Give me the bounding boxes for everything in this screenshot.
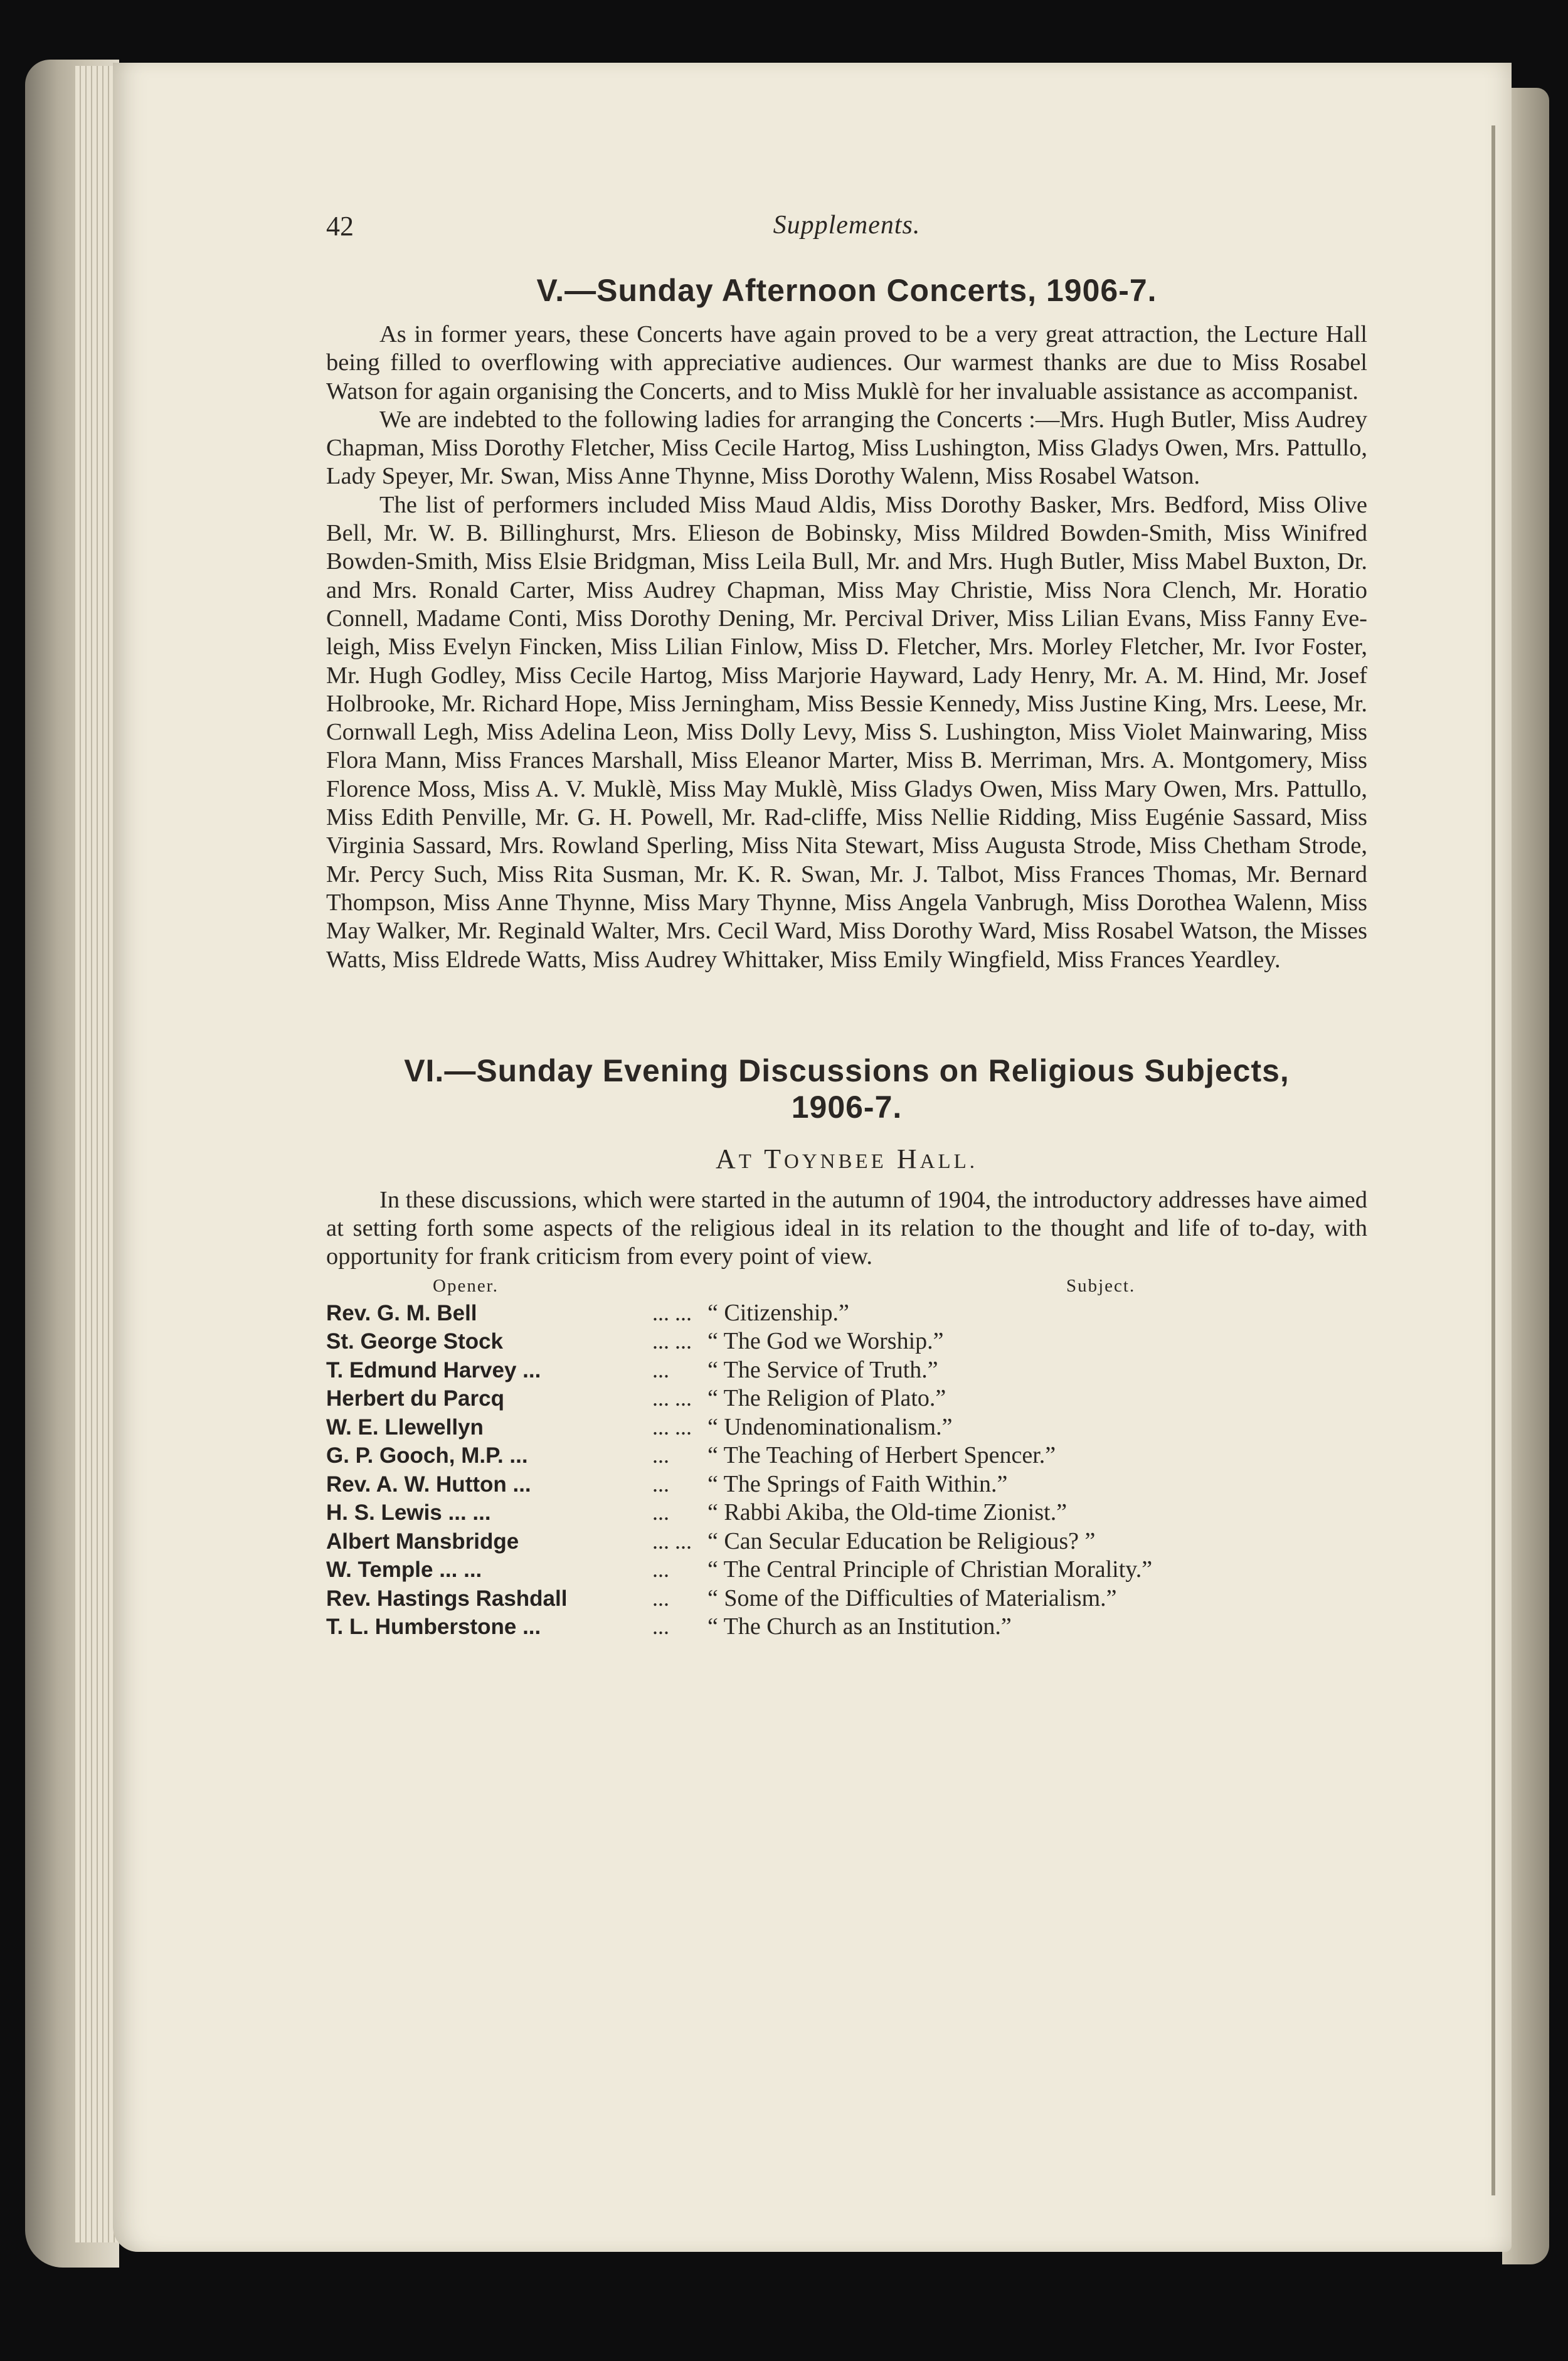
discussion-list [326, 1299, 1367, 1642]
section-heading-line1: VI.—Sunday Evening Discussions on Religious Subjects, [404, 1053, 1290, 1088]
list-item [326, 1470, 1367, 1499]
page-header [326, 210, 1367, 260]
leader-dots: ... [652, 1614, 669, 1640]
opener-name: G. P. Gooch, M.P. ... [326, 1443, 528, 1468]
subject-title: “ Rabbi Akiba, the Old-time Zionist.” [707, 1499, 1067, 1526]
venue-initial-2: T [764, 1143, 785, 1174]
opener-name: W. Temple ... ... [326, 1557, 482, 1583]
subject-title: “ The God we Worship.” [707, 1328, 944, 1355]
subject-title: “ Can Secular Education be Religious? ” [707, 1527, 1096, 1554]
leader-dots: ... [652, 1471, 669, 1497]
page-text-block [326, 210, 1367, 1642]
opener-name: Rev. G. M. Bell [326, 1300, 477, 1325]
list-item [326, 1384, 1367, 1413]
subject-title: “ Citizenship.” [707, 1299, 849, 1326]
paragraph-organisers: We are indebted to the following ladies for arranging the Concerts :—Mrs. Hugh Butler, Miss Audrey Chapman, Miss Dorothy Fletcher, Miss Cecile Hartog, Miss Lushington, Miss Gladys Owen, Mrs. Pattullo, Lady Speyer, Mr. Swan, Miss Anne Thynne, Miss Dorothy Walenn, Miss Rosabel Watson. [326, 406, 1367, 490]
subject-title: “ The Service of Truth.” [707, 1356, 938, 1383]
list-item [326, 1299, 1367, 1328]
opener-name: Rev. Hastings Rashdall [326, 1586, 568, 1611]
opener-name: W. E. Llewellyn [326, 1414, 484, 1440]
list-item [326, 1584, 1367, 1613]
section-heading-line2: 1906-7. [791, 1089, 903, 1125]
list-item [326, 1613, 1367, 1642]
column-header-subject: Subject. [1066, 1275, 1136, 1296]
opener-name: Albert Mansbridge [326, 1529, 519, 1554]
leader-dots: ... [652, 1357, 669, 1382]
column-header-opener: Opener. [433, 1275, 499, 1296]
section-body-concerts [326, 321, 1367, 974]
subject-title: “ The Religion of Plato.” [707, 1385, 946, 1412]
subject-title: “ The Teaching of Herbert Spencer.” [707, 1442, 1056, 1469]
page-fold-shadow [1491, 125, 1495, 2195]
venue-word-2: OYNBEE [784, 1150, 887, 1173]
list-item [326, 1327, 1367, 1356]
venue-initial-3: H [896, 1143, 920, 1174]
list-item [326, 1356, 1367, 1385]
running-head: Supplements. [773, 211, 921, 240]
leader-dots: ... [652, 1557, 669, 1583]
paragraph-intro: As in former years, these Concerts have again proved to be a very great attraction, the Lecture Hall being filled to overflowing with appreciative audiences. Our warmest thanks are due to Miss Rosabel Watson for again organising the Concerts, and to Miss Muklè for her invaluable assistance as accompanist. [326, 321, 1367, 405]
opener-name: St. George Stock [326, 1329, 504, 1354]
list-column-headers [326, 1273, 1367, 1299]
subject-title: “ Some of the Difficulties of Materialism.” [707, 1584, 1117, 1611]
subject-title: “ Undenominationalism.” [707, 1413, 953, 1440]
leader-dots: ... ... [652, 1528, 692, 1554]
venue-word-3: ALL. [919, 1150, 978, 1173]
leader-dots: ... [652, 1500, 669, 1525]
subject-title: “ The Springs of Faith Within.” [707, 1470, 1008, 1497]
leader-dots: ... [652, 1585, 669, 1611]
subject-title: “ The Central Principle of Christian Morality.” [707, 1556, 1153, 1583]
leader-dots: ... ... [652, 1386, 692, 1411]
paragraph-performers: The list of performers included Miss Maud Aldis, Miss Dorothy Basker, Mrs. Bedford, Miss Olive Bell, Mr. W. B. Billinghurst, Mrs. Elieson de Bobinsky, Miss Mildred Bowden-Smith, Miss Winifred Bowden-Smith, Miss Elsie Bridgman, Miss Leila Bull, Mr. and Mrs. Hugh Butler, Miss Mabel Buxton, Dr. and Mrs. Ronald Carter, Miss Audrey Chapman, Miss May Christie, Miss Nora Clench, Mr. Horatio Connell, Madame Conti, Miss Dorothy Dening, Mr. Percival Driver, Miss Lilian Evans, Miss Fanny Eve-leigh, Miss Evelyn Fincken, Miss Lilian Finlow, Miss D. Fletcher, Mrs. Morley Fletcher, Mr. Ivor Foster, Mr. Hugh Godley, Miss Cecile Hartog, Miss Marjorie Hayward, Lady Henry, Mr. A. M. Hind, Mr. Josef Holbrooke, Mr. Richard Hope, Miss Jerningham, Miss Bessie Kennedy, Miss Justine King, Mrs. Leese, Mr. Cornwall Legh, Miss Adelina Leon, Miss Dolly Levy, Miss S. Lushington, Miss Violet Mainwaring, Miss Flora Mann, Miss Frances Marshall, Miss Eleanor Marter, Miss B. Merriman, Mrs. A. Montgomery, Miss Florence Moss, Miss A. V. Muklè, Miss May Muklè, Miss Gladys Owen, Miss Mary Owen, Mrs. Pattullo, Miss Edith Penville, Mr. G. H. Powell, Mr. Rad-cliffe, Miss Nellie Ridding, Miss Eugénie Sassard, Miss Virginia Sassard, Mrs. Rowland Sperling, Miss Nita Stewart, Miss Augusta Strode, Miss Chetham Strode, Mr. Percy Such, Miss Rita Susman, Mr. K. R. Swan, Mr. J. Talbot, Miss Frances Thomas, Mr. Bernard Thompson, Miss Anne Thynne, Miss Mary Thynne, Miss Angela Vanbrugh, Miss Dorothea Walenn, Miss May Walker, Mr. Reginald Walter, Mrs. Cecil Ward, Miss Dorothy Ward, Miss Rosabel Watson, the Misses Watts, Miss Eldrede Watts, Miss Audrey Whittaker, Miss Emily Wingfield, Miss Frances Yeardley. [326, 491, 1367, 973]
venue-initial-1: A [715, 1143, 739, 1174]
opener-name: Rev. A. W. Hutton ... [326, 1472, 531, 1497]
leader-dots: ... ... [652, 1414, 692, 1440]
paragraph-discussions-intro: In these discussions, which were started in the autumn of 1904, the introductory addresses have aimed at setting forth some aspects of the religious ideal in its relation to the thought and life of to-day, with opportunity for frank criticism from every point of view. [326, 1186, 1367, 1270]
list-item [326, 1413, 1367, 1442]
venue-subheading [326, 1143, 1367, 1175]
list-item [326, 1556, 1367, 1584]
leader-dots: ... ... [652, 1329, 692, 1354]
opener-name: T. L. Humberstone ... [326, 1615, 541, 1640]
section-heading-concerts: V.—Sunday Afternoon Concerts, 1906-7. [536, 273, 1157, 308]
venue-word-1: T [738, 1150, 755, 1173]
list-item [326, 1441, 1367, 1470]
subject-title: “ The Church as an Institution.” [707, 1613, 1012, 1640]
section-heading-discussions [326, 1053, 1367, 1125]
leader-dots: ... [652, 1443, 669, 1468]
page-number: 42 [326, 211, 354, 241]
list-item [326, 1527, 1367, 1556]
list-item [326, 1499, 1367, 1527]
opener-name: T. Edmund Harvey ... [326, 1357, 541, 1382]
opener-name: H. S. Lewis ... ... [326, 1500, 491, 1525]
opener-name: Herbert du Parcq [326, 1386, 504, 1411]
leader-dots: ... ... [652, 1300, 692, 1325]
